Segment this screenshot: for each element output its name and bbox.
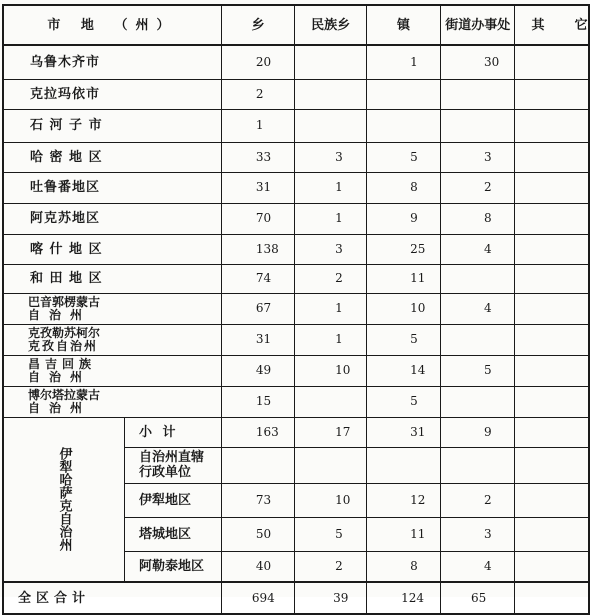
table-row: 克拉玛依市 2 — [3, 79, 589, 109]
yili-group-label: 伊犁哈萨克自治州 — [3, 417, 125, 582]
table-row: 巴音郭楞蒙古 自治州 67 1 10 4 — [3, 293, 589, 324]
header-jiedao: 街道办事处 — [441, 5, 515, 45]
table-row: 喀 什 地 区 138 3 25 4 — [3, 234, 589, 264]
table-row: 吐鲁番地区 31 1 8 2 — [3, 172, 589, 203]
table-row: 乌鲁木齐市 20 1 30 — [3, 45, 589, 79]
admin-divisions-table — [2, 4, 590, 615]
table-row: 伊犁哈萨克自治州 小 计 163 17 31 9 — [3, 417, 589, 447]
header-zhen: 镇 — [367, 5, 441, 45]
table-row: 博尔塔拉蒙古 自治州 15 5 — [3, 386, 589, 417]
header-xiang: 乡 — [221, 5, 294, 45]
table-row: 自治州直辖 行政单位 — [3, 447, 589, 483]
header-other: 其 它 — [515, 5, 589, 45]
header-region: 市 地 （州） — [3, 5, 221, 45]
table-row: 和 田 地 区 74 2 11 — [3, 264, 589, 293]
header-row — [3, 5, 589, 45]
table-row: 阿克苏地区 70 1 9 8 — [3, 203, 589, 234]
table-row: 伊犁地区 73 10 12 2 — [3, 483, 589, 517]
table-row: 昌吉回族 自治州 49 10 14 5 — [3, 355, 589, 386]
table-row: 克孜勒苏柯尔 克孜自治州 31 1 5 — [3, 324, 589, 355]
total-row: 全区合计 694 39 124 65 — [3, 582, 589, 614]
table-row: 石 河 子 市 1 — [3, 109, 589, 142]
table-row: 哈 密 地 区 33 3 5 3 — [3, 142, 589, 172]
table-row: 塔城地区 50 5 11 3 — [3, 517, 589, 551]
table-row: 阿勒泰地区 40 2 8 4 — [3, 551, 589, 582]
header-minzu-xiang: 民族乡 — [295, 5, 367, 45]
